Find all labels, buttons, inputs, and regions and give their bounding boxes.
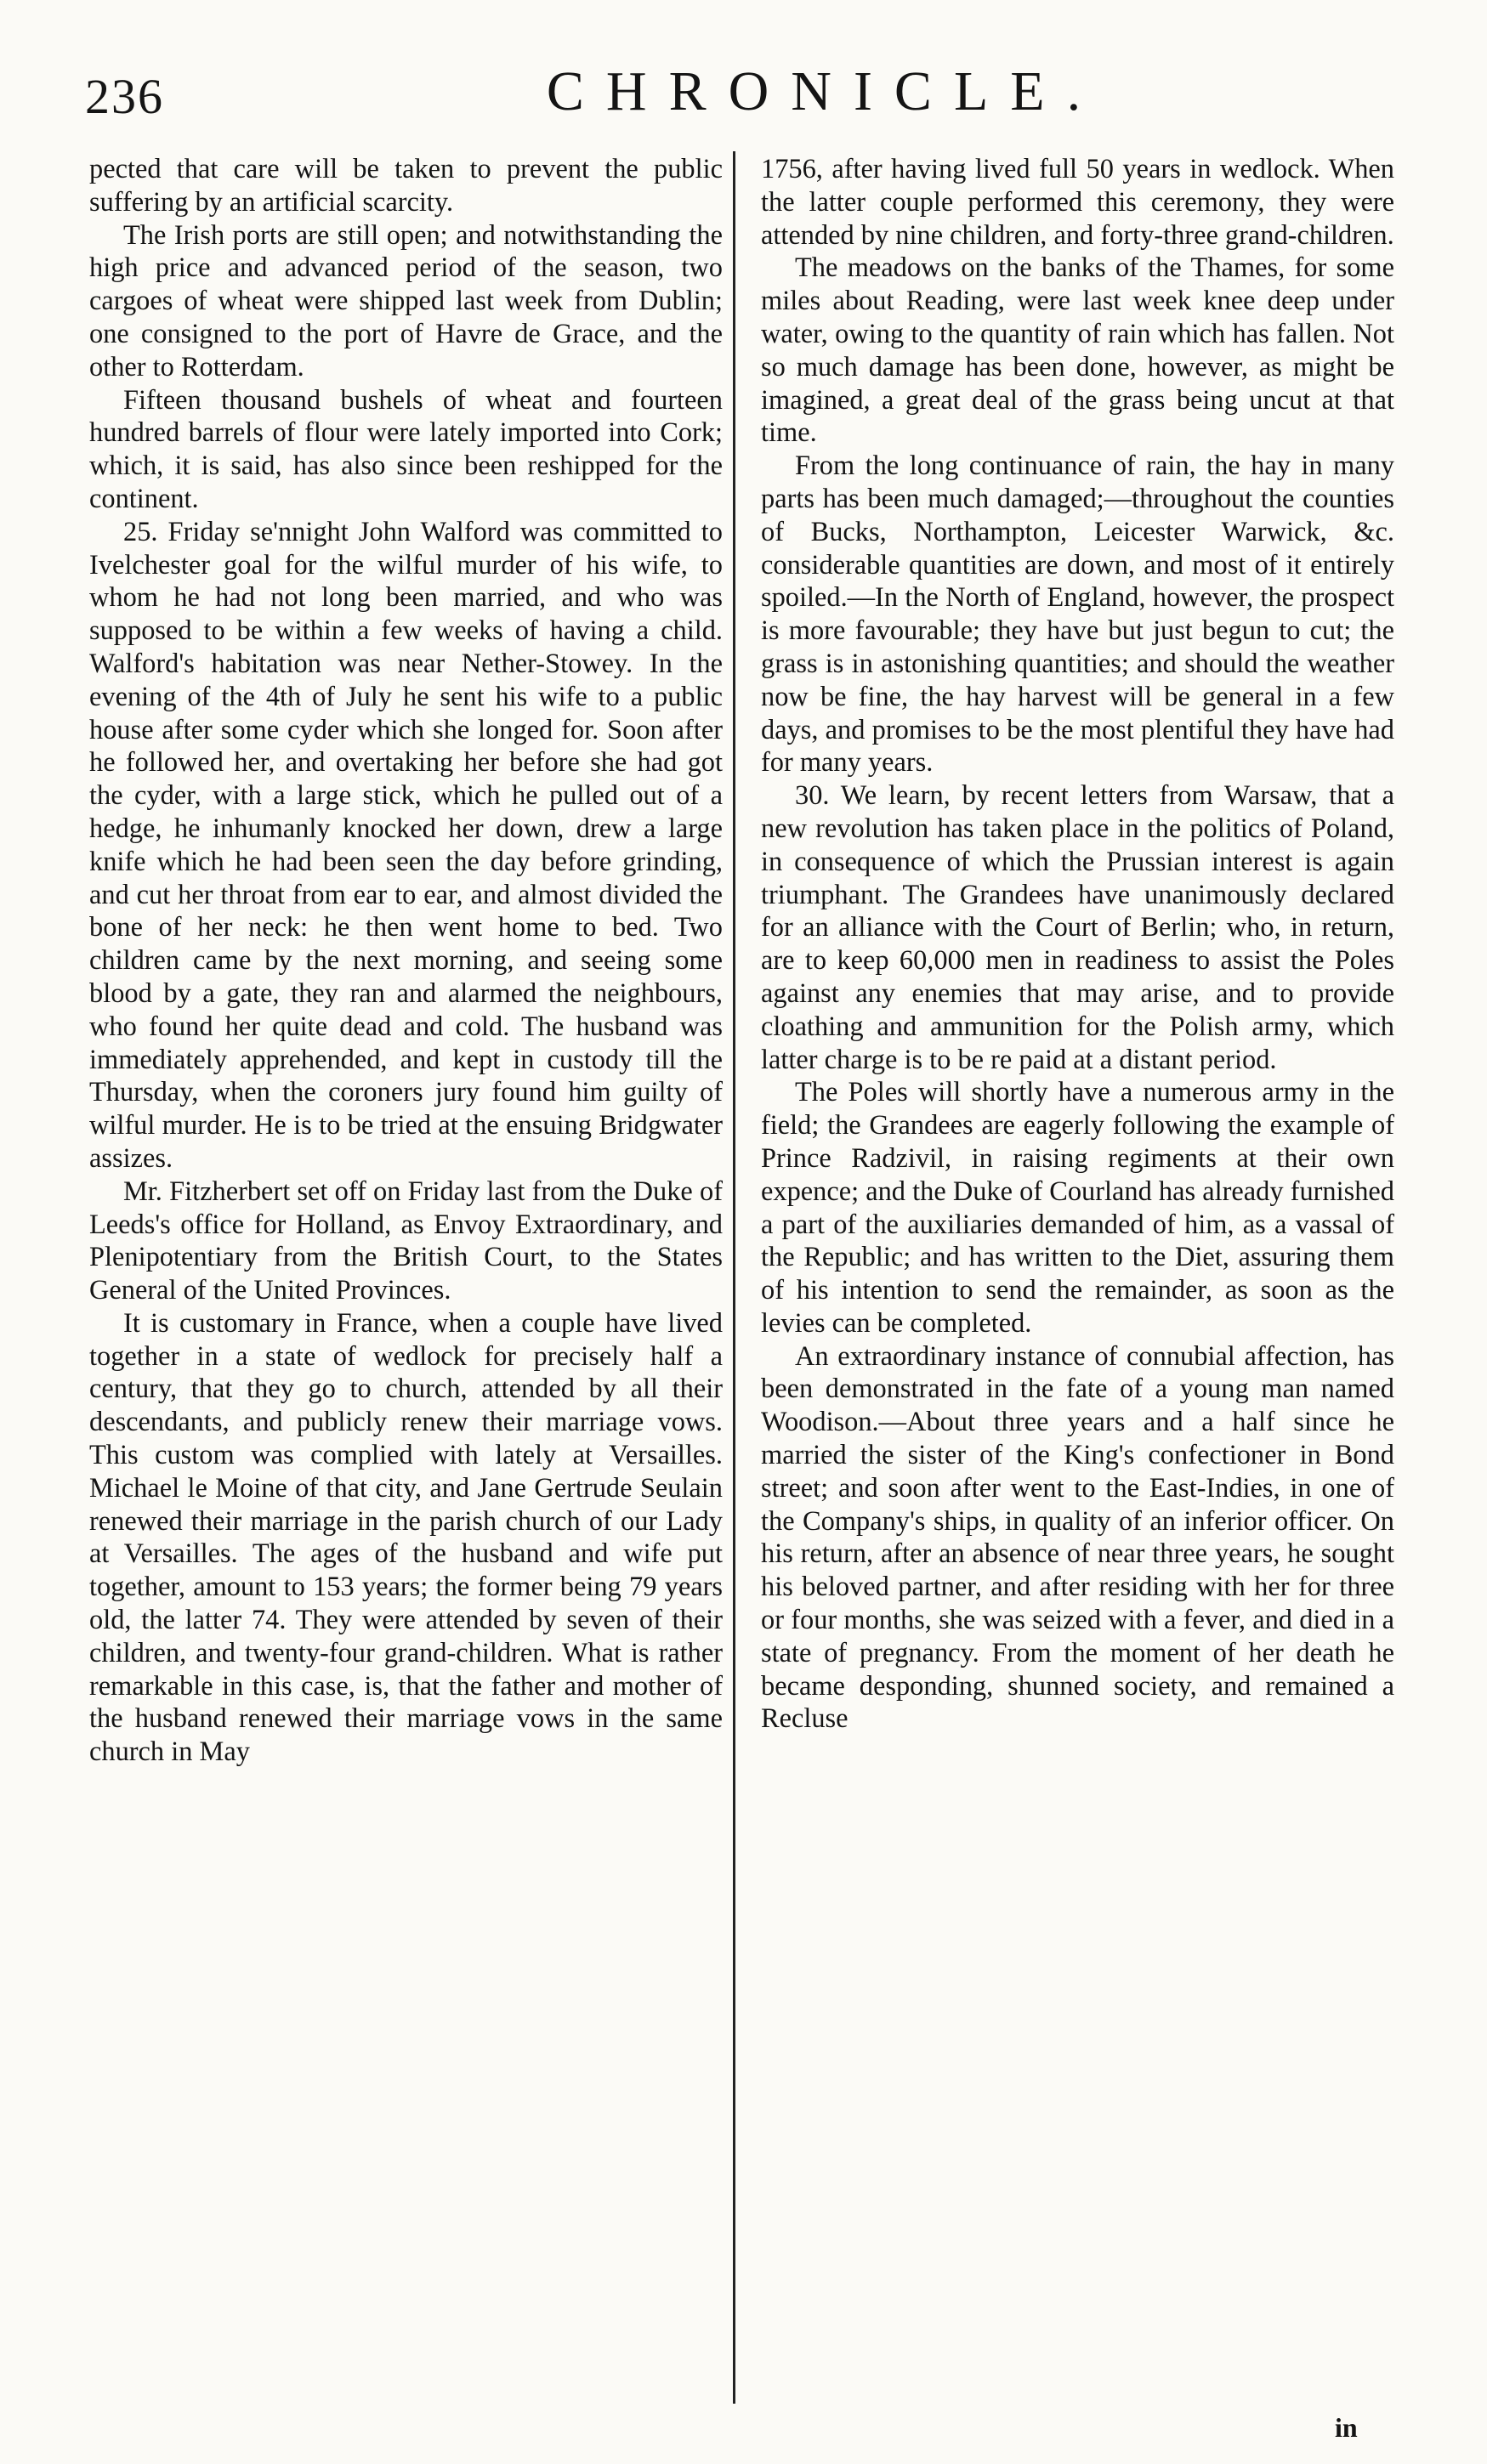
paragraph-cork-wheat: Fifteen thousand bushels of wheat and fourteen hundred barrels of flour were lately imported into Cork; which, it is said, has also since been reshipped for the continent. — [89, 384, 723, 514]
paragraph-irish-ports: The Irish ports are still open; and notwithstanding the high price and advanced period of the season, two cargoes of wheat were shipped last week from Dublin; one consigned to the port of Havre de Grace, and the other to Rotterdam. — [89, 219, 723, 382]
paragraph-hay-damage: From the long continuance of rain, the hay in many parts has been much damaged;—throughout the counties of Bucks, Northampton, Leicester Warwick, &c. considerable quantities are down, and most of it entirely spoiled.—In the North of England, however, the prospect is more favourable; they have but just begun to cut; the grass is in astonishing quantities; and should the weather now be fine, the hay harvest will be general in a few days, and promises to be the most plentiful they have had for many years. — [761, 450, 1394, 779]
paragraph-continued-wedlock: 1756, after having lived full 50 years in wedlock. When the latter couple performed this ceremony, they were attended by nine children, and forty-three grand-children. — [761, 154, 1394, 251]
catchword: in — [1335, 2412, 1358, 2443]
paragraph-fitzherbert: Mr. Fitzherbert set off on Friday last from the Duke of Leeds's office for Holland, as Envoy Extraordinary, and Plenipotentiary from the British Court, to the States General of the United Provinces. — [89, 1175, 723, 1306]
page-header — [85, 59, 1394, 136]
paragraph-thames-meadows: The meadows on the banks of the Thames, for some miles about Reading, were last week knee deep under water, owing to the quantity of rain which has fallen. Not so much damage has been done, however, as might be imagined, a great deal of the grass being uncut at that time. — [761, 252, 1394, 449]
paragraph-continued: pected that care will be taken to prevent the public suffering by an artificial scarcity. — [89, 154, 723, 218]
column-rule — [733, 151, 735, 2404]
paragraph-polish-army: The Poles will shortly have a numerous army in the field; the Grandees are eagerly following the example of Prince Radzivil, in raising regiments at their own expence; and the Duke of Courland has already furnished a part of the auxiliaries demanded of him, as a vassal of the Republic; and has written to the Diet, assuring them of his intention to send the remainder, as soon as the levies can be completed. — [761, 1077, 1394, 1339]
page-number: 236 — [85, 69, 164, 124]
running-head: CHRONICLE. — [546, 60, 1104, 122]
left-column — [89, 153, 723, 2414]
paragraph-walford-murder: 25. Friday se'nnight John Walford was committed to Ivelchester goal for the wilful murder of his wife, to whom he had not long been married, and who was supposed to be within a few weeks of having a child. Walford's habitation was near Nether-Stowey. In the evening of the 4th of July he sent his wife to a public house after some cyder which she longed for. Soon after he followed her, and overtaking her before she had got the cyder, with a large stick, which he pulled out of a hedge, he inhumanly knocked her down, drew a large knife which he had been seen the day before grinding, and cut her throat from ear to ear, and almost divided the bone of her neck: he then went home to bed. Two children came by the next morning, and seeing some blood by a gate, they ran and alarmed the neighbours, who found her quite dead and cold. The husband was immediately apprehended, and kept in custody till the Thursday, when the coroners jury found him guilty of wilful murder. He is to be tried at the ensuing Bridgwater assizes. — [89, 516, 723, 1174]
paragraph-warsaw-revolution: 30. We learn, by recent letters from Warsaw, that a new revolution has taken place in the politics of Poland, in consequence of which the Prussian interest is again triumphant. The Grandees have unanimously declared for an alliance with the Court of Berlin; who, in return, are to keep 60,000 men in readiness to assist the Poles against any enemies that may arise, and to provide cloathing and ammunition for the Polish army, which latter charge is to be re paid at a distant period. — [761, 780, 1394, 1075]
paragraph-woodison: An extraordinary instance of connubial affection, has been demonstrated in the fate of a young man named Woodison.—About three years and a half since he married the sister of the King's confectioner in Bond street; and soon after went to the East-Indies, in one of the Company's ships, in quality of an inferior officer. On his return, after an absence of near three years, he sought his beloved partner, and after residing with her for three or four months, she was seized with a fever, and died in a state of pregnancy. From the moment of her death he became desponding, shunned society, and remained a Recluse — [761, 1340, 1394, 1735]
right-column — [761, 153, 1394, 2414]
paragraph-france-marriage: It is customary in France, when a couple have lived together in a state of wedlock for precisely half a century, that they go to church, attended by all their descendants, and publicly renew their marriage vows. This custom was complied with lately at Versailles. Michael le Moine of that city, and Jane Gertrude Seulain renewed their marriage in the parish church of our Lady at Versailles. The ages of the husband and wife put together, amount to 153 years; the former being 79 years old, the latter 74. They were attended by seven of their children, and twenty-four grand-children. What is rather remarkable in this case, is, that the father and mother of the husband renewed their marriage vows in the same church in May — [89, 1307, 723, 1768]
